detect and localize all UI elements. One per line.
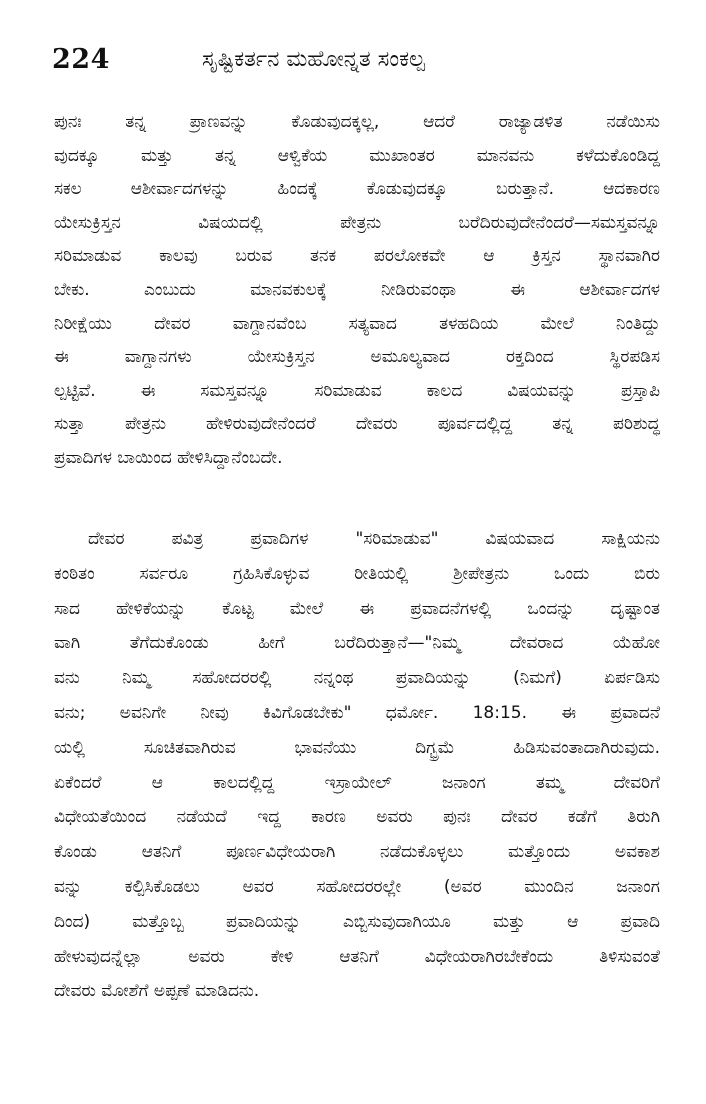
paragraph-1: [54, 106, 660, 476]
text-line: ಕಂಠಿತಂ ಸರ್ವರೂ ಗ್ರಹಿಸಿಕೊಳ್ಳುವ ರೀತಿಯಲ್ಲಿ ಶ್ರೀಪೇತ್ರನು ಒಂದು ಬಿರು: [54, 563, 660, 584]
text-line: ದೇವರ ಪವಿತ್ರ ಪ್ರವಾದಿಗಳ "ಸರಿಮಾಡುವ" ವಿಷಯವಾದ ಸಾಕ್ಷಿಯನು: [88, 529, 660, 549]
text-line: ವನು; ಅವನಿಗೇ ನೀವು ಕಿವಿಗೊಡಬೇಕು" ಧರ್ಮೋ. 18:15. ಈ ಪ್ರವಾದನೆ: [54, 702, 660, 723]
text-line: ಈ ವಾಗ್ದಾನಗಳು ಯೇಸುಕ್ರಿಸ್ತನ ಅಮೂಲ್ಯವಾದ ರಕ್ತದಿಂದ ಸ್ಥಿರಪಡಿಸ: [54, 347, 660, 368]
text-line: ಯೇಸುಕ್ರಿಸ್ತನ ವಿಷಯದಲ್ಲಿ ಪೇತ್ರನು ಬರೆದಿರುವುದೇನೆಂದರೆ—ಸಮಸ್ತವನ್ನೂ: [54, 212, 660, 233]
text-line: ಸುತ್ತಾ ಪೇತ್ರನು ಹೇಳಿರುವುದೇನೆಂದರೆ ದೇವರು ಪೂರ್ವದಲ್ಲಿದ್ದ ತನ್ನ ಪರಿಶುದ್ಧ: [54, 414, 660, 435]
text-line: ಬೇಕು. ಎಂಬುದು ಮಾನವಕುಲಕ್ಕೆ ನೀಡಿರುವಂಥಾ ಈ ಆಶೀರ್ವಾದಗಳ: [54, 279, 660, 300]
text-line: ಲ್ಪಟ್ಟಿವೆ. ಈ ಸಮಸ್ತವನ್ನೂ ಸರಿಮಾಡುವ ಕಾಲದ ವಿಷಯವನ್ನು ಪ್ರಸ್ತಾಪಿ: [54, 380, 660, 401]
text-line: ಸಾದ ಹೇಳಿಕೆಯನ್ನು ಕೊಟ್ಟ ಮೇಲೆ ಈ ಪ್ರವಾದನೆಗಳಲ್ಲಿ ಒಂದನ್ನು ದೃಷ್ಟಾಂತ: [54, 598, 660, 619]
text-line: ಪುನಃ ತನ್ನ ಪ್ರಾಣವನ್ನು ಕೊಡುವುದಕ್ಕಲ್ಲ, ಆದರೆ ರಾಜ್ಯಾಡಳಿತ ನಡೆಯಿಸು: [54, 112, 660, 132]
text-line: ವಾಗಿ ತೆಗೆದುಕೊಂಡು ಹೀಗೆ ಬರೆದಿರುತ್ತಾನೆ—"ನಿಮ್ಮ ದೇವರಾದ ಯೆಹೋ: [54, 633, 660, 654]
text-line: ಏಕೆಂದರೆ ಆ ಕಾಲದಲ್ಲಿದ್ದ ಇಸ್ರಾಯೇಲ್ ಜನಾಂಗ ತಮ್ಮ ದೇವರಿಗೆ: [54, 772, 660, 793]
text-line: ದಿಂದ) ಮತ್ತೊಬ್ಬ ಪ್ರವಾದಿಯನ್ನು ಎಬ್ಬಿಸುವುದಾಗಿಯೂ ಮತ್ತು ಆ ಪ್ರವಾದಿ: [54, 911, 660, 932]
text-line: ಸರಿಮಾಡುವ ಕಾಲವು ಬರುವ ತನಕ ಪರಲೋಕವೇ ಆ ಕ್ರಿಸ್ತನ ಸ್ಥಾನವಾಗಿರ: [54, 246, 660, 267]
text-line: ದೇವರು ಮೋಶೆಗೆ ಅಪ್ಪಣೆ ಮಾಡಿದನು.: [54, 981, 260, 1002]
text-line: ವುದಕ್ಕೂ ಮತ್ತು ತನ್ನ ಆಳ್ವಿಕೆಯ ಮುಖಾಂತರ ಮಾನವನು ಕಳೆದುಕೊಂಡಿದ್ದ: [54, 145, 660, 166]
text-line: ವನು ನಿಮ್ಮ ಸಹೋದರರಲ್ಲಿ ನನ್ನಂಥ ಪ್ರವಾದಿಯನ್ನು (ನಿಮಗೆ) ಏರ್ಪಡಿಸು: [54, 668, 660, 689]
text-line: ಹೇಳುವುದನ್ನೆಲ್ಲಾ ಅವರು ಕೇಳಿ ಆತನಿಗೆ ವಿಧೇಯರಾಗಿರಬೇಕೆಂದು ತಿಳಿಸುವಂತೆ: [54, 946, 660, 967]
text-line: ಪ್ರವಾದಿಗಳ ಬಾಯಿಂದ ಹೇಳಿಸಿದ್ದಾನೆಂಬದೇ.: [54, 447, 283, 468]
text-line: ವನ್ನು ಕಲ್ಪಿಸಿಕೊಡಲು ಅವರ ಸಹೋದರರಲ್ಲೇ (ಅವರ ಮುಂದಿನ ಜನಾಂಗ: [54, 876, 660, 897]
page-number: 224: [52, 44, 110, 75]
running-title: ಸೃಷ್ಟಿಕರ್ತನ ಮಹೋನ್ನತ ಸಂಕಲ್ಪ: [202, 47, 425, 72]
paragraph-2: [54, 522, 660, 1009]
text-line: ಸಕಲ ಆಶೀರ್ವಾದಗಳನ್ನು ಹಿಂದಕ್ಕೆ ಕೊಡುವುದಕ್ಕೂ ಬರುತ್ತಾನೆ. ಆದಕಾರಣ: [54, 179, 660, 200]
text-line: ನಿರೀಕ್ಷೆಯು ದೇವರ ವಾಗ್ದಾನವೆಂಬ ಸತ್ಯವಾದ ತಳಹದಿಯ ಮೇಲೆ ನಿಂತಿದ್ದು: [54, 313, 660, 334]
page-header: [52, 44, 652, 88]
text-line: ಕೊಂಡು ಆತನಿಗೆ ಪೂರ್ಣವಿಧೇಯರಾಗಿ ನಡೆದುಕೊಳ್ಳಲು ಮತ್ತೊಂದು ಅವಕಾಶ: [54, 842, 660, 863]
text-line: ಯಲ್ಲಿ ಸೂಚಿತವಾಗಿರುವ ಭಾವನೆಯು ದಿಗ್ಭ್ರಮೆ ಹಿಡಿಸುವಂತಾದಾಗಿರುವುದು.: [54, 737, 660, 758]
text-line: ವಿಧೇಯತೆಯಿಂದ ನಡೆಯದೆ ಇದ್ದ ಕಾರಣ ಅವರು ಪುನಃ ದೇವರ ಕಡೆಗೆ ತಿರುಗಿ: [54, 807, 660, 828]
